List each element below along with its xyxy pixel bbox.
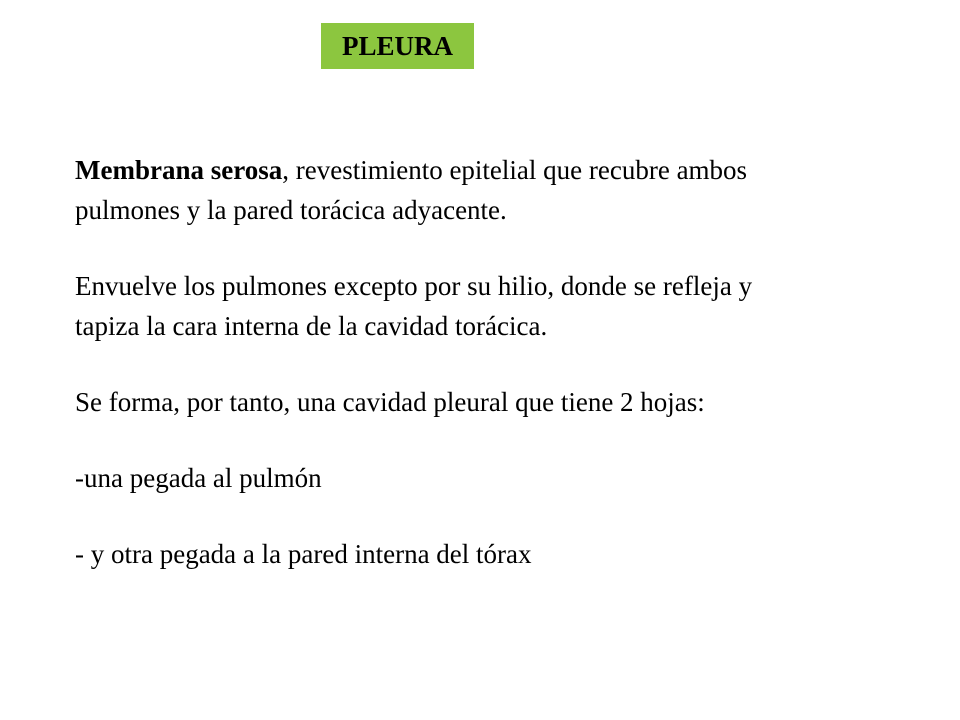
envelope-text-line2: tapiza la cara interna de la cavidad torácica. — [75, 311, 548, 341]
lung-layer-text: -una pegada al pulmón — [75, 463, 322, 493]
definition-text-line1: , revestimiento epitelial que recubre ambos — [282, 155, 748, 185]
paragraph-cavity — [75, 382, 895, 422]
cavity-text: Se forma, por tanto, una cavidad pleural que tiene 2 hojas: — [75, 387, 705, 417]
paragraph-envelope — [75, 266, 895, 346]
definition-text-line2: pulmones y la pared torácica adyacente. — [75, 195, 507, 225]
list-item-lung — [75, 458, 895, 498]
thorax-layer-text: - y otra pegada a la pared interna del tórax — [75, 539, 532, 569]
body-text — [75, 150, 895, 574]
definition-term: Membrana serosa — [75, 155, 283, 185]
page-title: PLEURA — [341, 30, 453, 61]
list-item-thorax — [75, 534, 895, 574]
paragraph-definition — [75, 150, 895, 230]
envelope-text-line1: Envuelve los pulmones excepto por su hilio, donde se refleja y — [75, 271, 753, 301]
title-badge — [321, 23, 474, 69]
